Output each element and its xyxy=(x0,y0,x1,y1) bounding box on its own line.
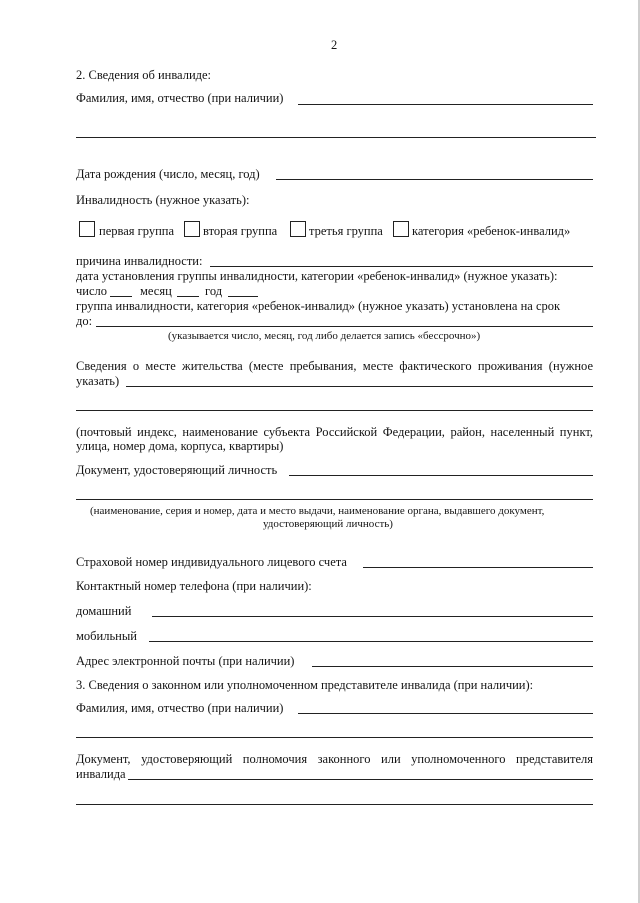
day-label: число xyxy=(76,284,108,298)
residence-field[interactable] xyxy=(126,386,593,387)
rep-fio-label: Фамилия, имя, отчество (при наличии) xyxy=(76,701,284,715)
term-field[interactable] xyxy=(96,326,593,327)
rep-fio-field[interactable] xyxy=(298,713,593,714)
term-to-label: до: xyxy=(76,314,93,328)
group-1-label: первая группа xyxy=(99,224,175,238)
page-number: 2 xyxy=(331,38,338,52)
id-doc-field-line-2[interactable] xyxy=(76,499,593,500)
id-doc-label: Документ, удостоверяющий личность xyxy=(76,463,278,477)
birth-date-label: Дата рождения (число, месяц, год) xyxy=(76,167,260,181)
residence-label-2: указать) xyxy=(76,374,120,388)
day-field[interactable] xyxy=(110,296,132,297)
term-label: группа инвалидности, категория «ребенок-инвалид» (нужное указать) установлена на срок xyxy=(76,299,561,313)
home-phone-label: домашний xyxy=(76,604,132,618)
residence-field-line-2[interactable] xyxy=(76,410,593,411)
rep-doc-label-2: инвалида xyxy=(76,767,126,781)
snils-label: Страховой номер индивидуального лицевого счета xyxy=(76,555,347,569)
id-doc-hint: (наименование, серия и номер, дата и место выдачи, наименование органа, выдавшего документ, xyxy=(90,505,545,517)
fio-label: Фамилия, имя, отчество (при наличии) xyxy=(76,91,284,105)
email-field[interactable] xyxy=(312,666,593,667)
rep-doc-field-line-2[interactable] xyxy=(76,804,593,805)
date-established-label: дата установления группы инвалидности, категории «ребенок-инвалид» (нужное указать): xyxy=(76,269,558,283)
id-doc-field[interactable] xyxy=(289,475,593,476)
group-1-checkbox[interactable] xyxy=(79,221,95,237)
rep-doc-label: Документ, удостоверяющий полномочия законного или уполномоченного представителя xyxy=(76,752,593,766)
address-hint: (почтовый индекс, наименование субъекта Российской Федерации, район, населенный пункт, xyxy=(76,425,593,439)
fio-field-line-2[interactable] xyxy=(76,137,596,138)
year-label: год xyxy=(205,284,223,298)
snils-field[interactable] xyxy=(363,567,593,568)
address-hint-2: улица, номер дома, корпуса, квартиры) xyxy=(76,439,284,453)
disability-label: Инвалидность (нужное указать): xyxy=(76,193,250,207)
section-2-heading: 2. Сведения об инвалиде: xyxy=(76,68,212,82)
fio-field[interactable] xyxy=(298,104,593,105)
section-3-heading: 3. Сведения о законном или уполномоченном представителе инвалида (при наличии): xyxy=(76,678,534,692)
month-label: месяц xyxy=(140,284,172,298)
residence-label: Сведения о месте жительства (месте пребывания, месте фактического проживания (нужное xyxy=(76,359,593,373)
group-2-checkbox[interactable] xyxy=(184,221,200,237)
term-hint: (указывается число, месяц, год либо делается запись «бессрочно») xyxy=(168,330,481,342)
group-3-checkbox[interactable] xyxy=(290,221,306,237)
email-label: Адрес электронной почты (при наличии) xyxy=(76,654,295,668)
child-disabled-checkbox[interactable] xyxy=(393,221,409,237)
cause-field[interactable] xyxy=(210,266,593,267)
rep-fio-field-line-2[interactable] xyxy=(76,737,593,738)
id-doc-hint-2: удостоверяющий личность) xyxy=(263,518,393,530)
year-field[interactable] xyxy=(228,296,258,297)
group-3-label: третья группа xyxy=(309,224,383,238)
month-field[interactable] xyxy=(177,296,199,297)
mobile-phone-field[interactable] xyxy=(149,641,593,642)
child-disabled-label: категория «ребенок-инвалид» xyxy=(412,224,571,238)
cause-label: причина инвалидности: xyxy=(76,254,203,268)
phone-label: Контактный номер телефона (при наличии): xyxy=(76,579,312,593)
birth-date-field[interactable] xyxy=(276,179,593,180)
group-2-label: вторая группа xyxy=(203,224,278,238)
home-phone-field[interactable] xyxy=(152,616,593,617)
mobile-phone-label: мобильный xyxy=(76,629,137,643)
rep-doc-field[interactable] xyxy=(128,779,593,780)
